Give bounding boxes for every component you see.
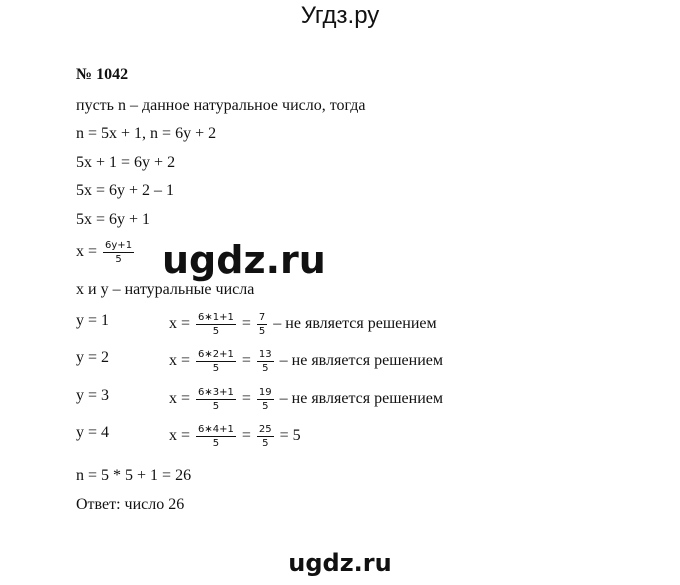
fraction xyxy=(196,349,236,374)
answer-line: Ответ: число 26 xyxy=(76,496,185,513)
fraction-denominator: 5 xyxy=(262,438,269,449)
fraction-numerator: 6∗4+1 xyxy=(198,424,234,435)
problem-number: № 1042 xyxy=(76,66,129,83)
equation-line: 5x = 6y + 1 xyxy=(76,211,151,228)
case-result: = 5 xyxy=(279,427,301,445)
x-prefix: x = xyxy=(76,243,98,261)
case-x xyxy=(169,349,443,374)
fraction xyxy=(196,387,236,412)
fraction-denominator: 5 xyxy=(262,401,269,412)
fraction xyxy=(196,312,236,337)
watermark: ugdz.ru xyxy=(288,549,392,577)
equals-sign: = xyxy=(241,390,251,408)
fraction-numerator: 6∗3+1 xyxy=(198,387,234,398)
text-line: пусть n – данное натуральное число, тогда xyxy=(76,97,366,114)
equation-line: 5x = 6y + 2 – 1 xyxy=(76,182,175,199)
x-expression xyxy=(76,240,136,265)
watermark: ugdz.ru xyxy=(162,238,326,282)
fraction-denominator: 5 xyxy=(212,326,220,337)
case-result: – не является решением xyxy=(273,315,437,333)
case-y: y = 3 xyxy=(76,387,110,404)
case-result: – не является решением xyxy=(279,390,443,408)
fraction-numerator: 6∗2+1 xyxy=(198,349,234,360)
site-title: Угдз.ру xyxy=(300,2,380,29)
fraction-denominator: 5 xyxy=(258,326,266,337)
case-x xyxy=(169,387,443,412)
fraction-numerator: 13 xyxy=(258,349,272,360)
fraction-numerator: 6∗1+1 xyxy=(198,312,234,323)
fraction xyxy=(257,312,267,337)
fraction xyxy=(196,424,236,449)
fraction-denominator: 5 xyxy=(212,401,220,412)
fraction-numerator: 19 xyxy=(258,387,272,398)
case-x xyxy=(169,424,301,449)
fraction-denominator: 5 xyxy=(262,363,269,374)
fraction xyxy=(257,424,274,449)
equation-line: 5x + 1 = 6y + 2 xyxy=(76,154,176,171)
case-x-prefix: x = xyxy=(169,390,191,408)
case-x-prefix: x = xyxy=(169,315,191,333)
fraction-denominator: 5 xyxy=(115,254,122,265)
case-y: y = 2 xyxy=(76,349,110,366)
text-line: x и y – натуральные числа xyxy=(76,281,255,298)
fraction-numerator: 6y+1 xyxy=(105,240,133,251)
fraction-numerator: 25 xyxy=(258,424,272,435)
case-y: y = 4 xyxy=(76,424,110,441)
fraction-denominator: 5 xyxy=(212,363,220,374)
equals-sign: = xyxy=(241,427,251,445)
equation-line: n = 5 * 5 + 1 = 26 xyxy=(76,467,192,484)
equals-sign: = xyxy=(241,315,251,333)
fraction xyxy=(103,240,134,265)
fraction-denominator: 5 xyxy=(212,438,220,449)
fraction xyxy=(257,349,274,374)
fraction xyxy=(257,387,274,412)
case-x xyxy=(169,312,437,337)
fraction-numerator: 7 xyxy=(258,312,266,323)
case-x-prefix: x = xyxy=(169,427,191,445)
case-x-prefix: x = xyxy=(169,352,191,370)
equals-sign: = xyxy=(241,352,251,370)
equation-line: n = 5x + 1, n = 6y + 2 xyxy=(76,125,217,142)
case-y: y = 1 xyxy=(76,312,110,329)
case-result: – не является решением xyxy=(279,352,443,370)
